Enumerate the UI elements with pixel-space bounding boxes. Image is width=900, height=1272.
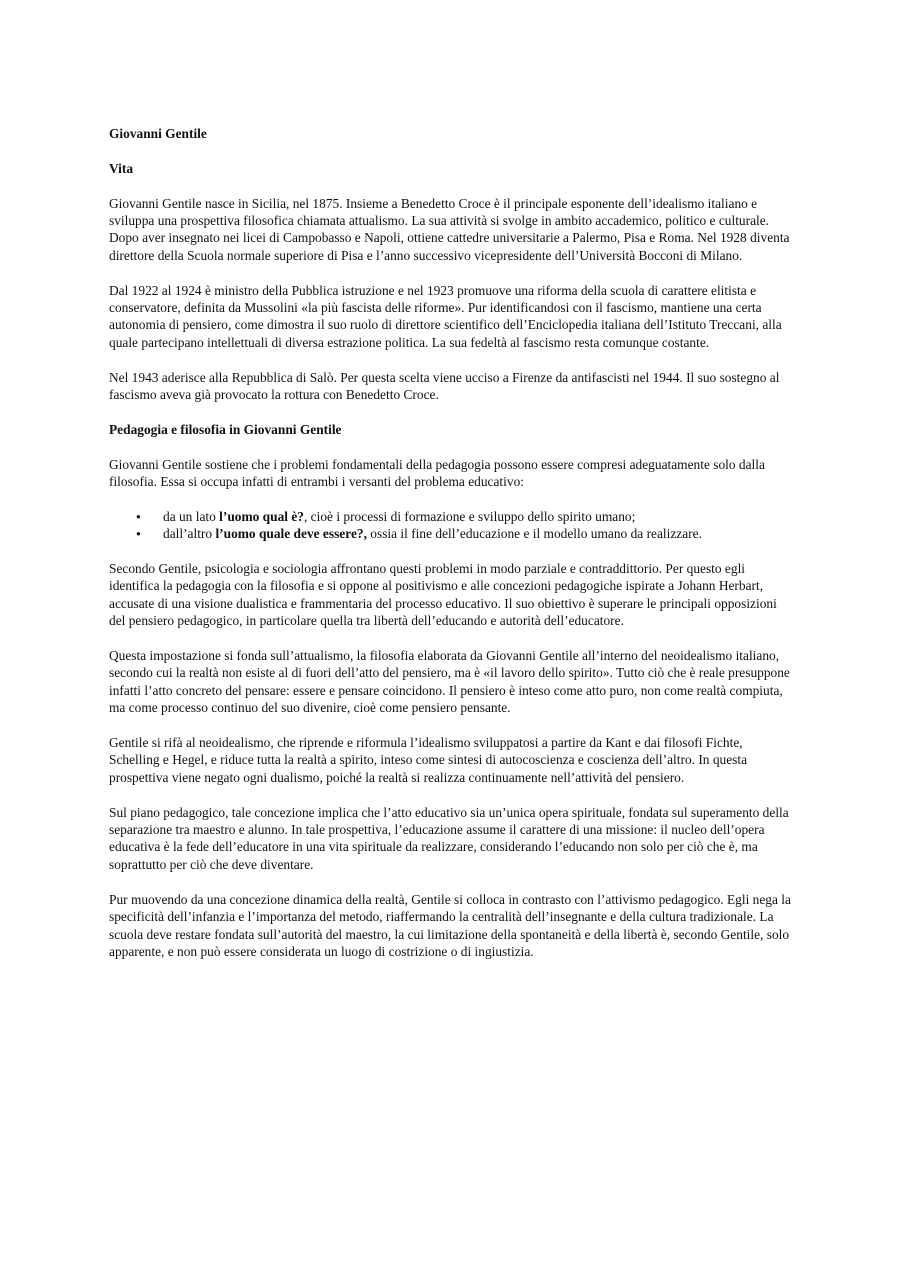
paragraph: Secondo Gentile, psicologia e sociologia affrontano questi problemi in modo parziale e contraddittorio. Per questo egli identifica la pedagogia con la filosofia e si oppone al positivismo e alle concezioni pedagogiche ispirate a Johann Herbart, accusate di una visione dualistica e frammentaria del processo educativo. Il suo obiettivo è superare le principali opposizioni del pensiero pedagogico, in particolare quella tra libertà dell’educando e autorità dell’educatore.	[109, 561, 777, 629]
paragraph: Gentile si rifà al neoidealismo, che riprende e riformula l’idealismo sviluppatosi a partire da Kant e dai filosofi Fichte, Schelling e Hegel, e riduce tutta la realtà a spirito, inteso come sintesi di autocoscienza e coscienza dell’altro. In questa prospettiva viene negato ogni dualismo, poiché la realtà si realizza continuamente nell’attività del pensiero.	[109, 735, 748, 785]
intro-paragraph: Giovanni Gentile sostiene che i problemi fondamentali della pedagogia possono essere compresi adeguatamente solo dalla filosofia. Essa si occupa infatti di entrambi i versanti del problema educativo:	[109, 456, 765, 490]
bullet-bold-question: l’uomo quale deve essere?,	[215, 526, 367, 542]
bullet-suffix: , cioè i processi di formazione e sviluppo dello spirito umano;	[303, 508, 636, 524]
section-heading-vita: Vita	[109, 160, 134, 176]
document-page	[109, 125, 791, 978]
bullet-bold-question: l’uomo qual è?	[219, 508, 304, 524]
paragraph: Giovanni Gentile nasce in Sicilia, nel 1875. Insieme a Benedetto Croce è il principale esponente dell’idealismo italiano e sviluppa una prospettiva filosofica chiamata attualismo. La sua attività si svolge in ambito accademico, politico e culturale. Dopo aver insegnato nei licei di Campobasso e Napoli, ottiene cattedre universitarie a Palermo, Pisa e Roma. Nel 1928 diventa direttore della Scuola normale superiore di Pisa e l’anno successivo vicepresidente dell’Università Bocconi di Milano.	[109, 195, 790, 263]
bullet-suffix: ossia il fine dell’educazione e il modello umano da realizzare.	[366, 526, 702, 542]
paragraph: Pur muovendo da una concezione dinamica della realtà, Gentile si colloca in contrasto con l’attivismo pedagogico. Egli nega la specificità dell’infanzia e l’importanza del metodo, riaffermando la centralità dell’insegnante e della cultura tradizionale. La scuola deve restare fondata sull’autorità del maestro, la cui limitazione della spontaneità e della libertà è, secondo Gentile, solo apparente, e non può essere considerata un luogo di costrizione o di ingiustizia.	[109, 891, 791, 959]
paragraph: Questa impostazione si fonda sull’attualismo, la filosofia elaborata da Giovanni Gentile all’interno del neoidealismo italiano, secondo cui la realtà non esiste al di fuori dell’atto del pensiero, ma è «il lavoro dello spirito». Tutto ciò che è reale presuppone infatti l’atto concreto del pensare: essere e pensare coincidono. Il pensiero è inteso come atto puro, non come realtà compiuta, ma come processo continuo del suo divenire, cioè come pensiero pensante.	[109, 648, 790, 716]
bullet-prefix: dall’altro	[163, 526, 216, 542]
bullet-list	[109, 508, 791, 543]
document-title: Giovanni Gentile	[109, 126, 207, 141]
list-item	[109, 525, 791, 542]
paragraph: Sul piano pedagogico, tale concezione implica che l’atto educativo sia un’unica opera spirituale, fondata sul superamento della separazione tra maestro e alunno. In tale prospettiva, l’educazione assume il carattere di una missione: il nucleo dell’opera educativa è la fede dell’educatore in una vita spirituale da realizzare, considerando l’educando non solo per ciò che è, ma soprattutto per ciò che deve diventare.	[109, 804, 789, 872]
paragraph: Nel 1943 aderisce alla Repubblica di Salò. Per questa scelta viene ucciso a Firenze da antifascisti nel 1944. Il suo sostegno al fascismo aveva già provocato la rottura con Benedetto Croce.	[109, 369, 780, 403]
paragraph: Dal 1922 al 1924 è ministro della Pubblica istruzione e nel 1923 promuove una riforma della scuola di carattere elitista e conservatore, definita da Mussolini «la più fascista delle riforme». Pur identificandosi con il fascismo, mantiene una certa autonomia di pensiero, come dimostra il suo ruolo di direttore scientifico dell’Enciclopedia italiana dell’Istituto Treccani, alla quale partecipano intellettuali di diversa estrazione politica. La sua fedeltà al fascismo resta comunque costante.	[109, 282, 782, 350]
bullet-prefix: da un lato	[163, 508, 220, 524]
list-item	[109, 508, 791, 525]
section-heading-pedagogia: Pedagogia e filosofia in Giovanni Gentile	[109, 421, 342, 437]
